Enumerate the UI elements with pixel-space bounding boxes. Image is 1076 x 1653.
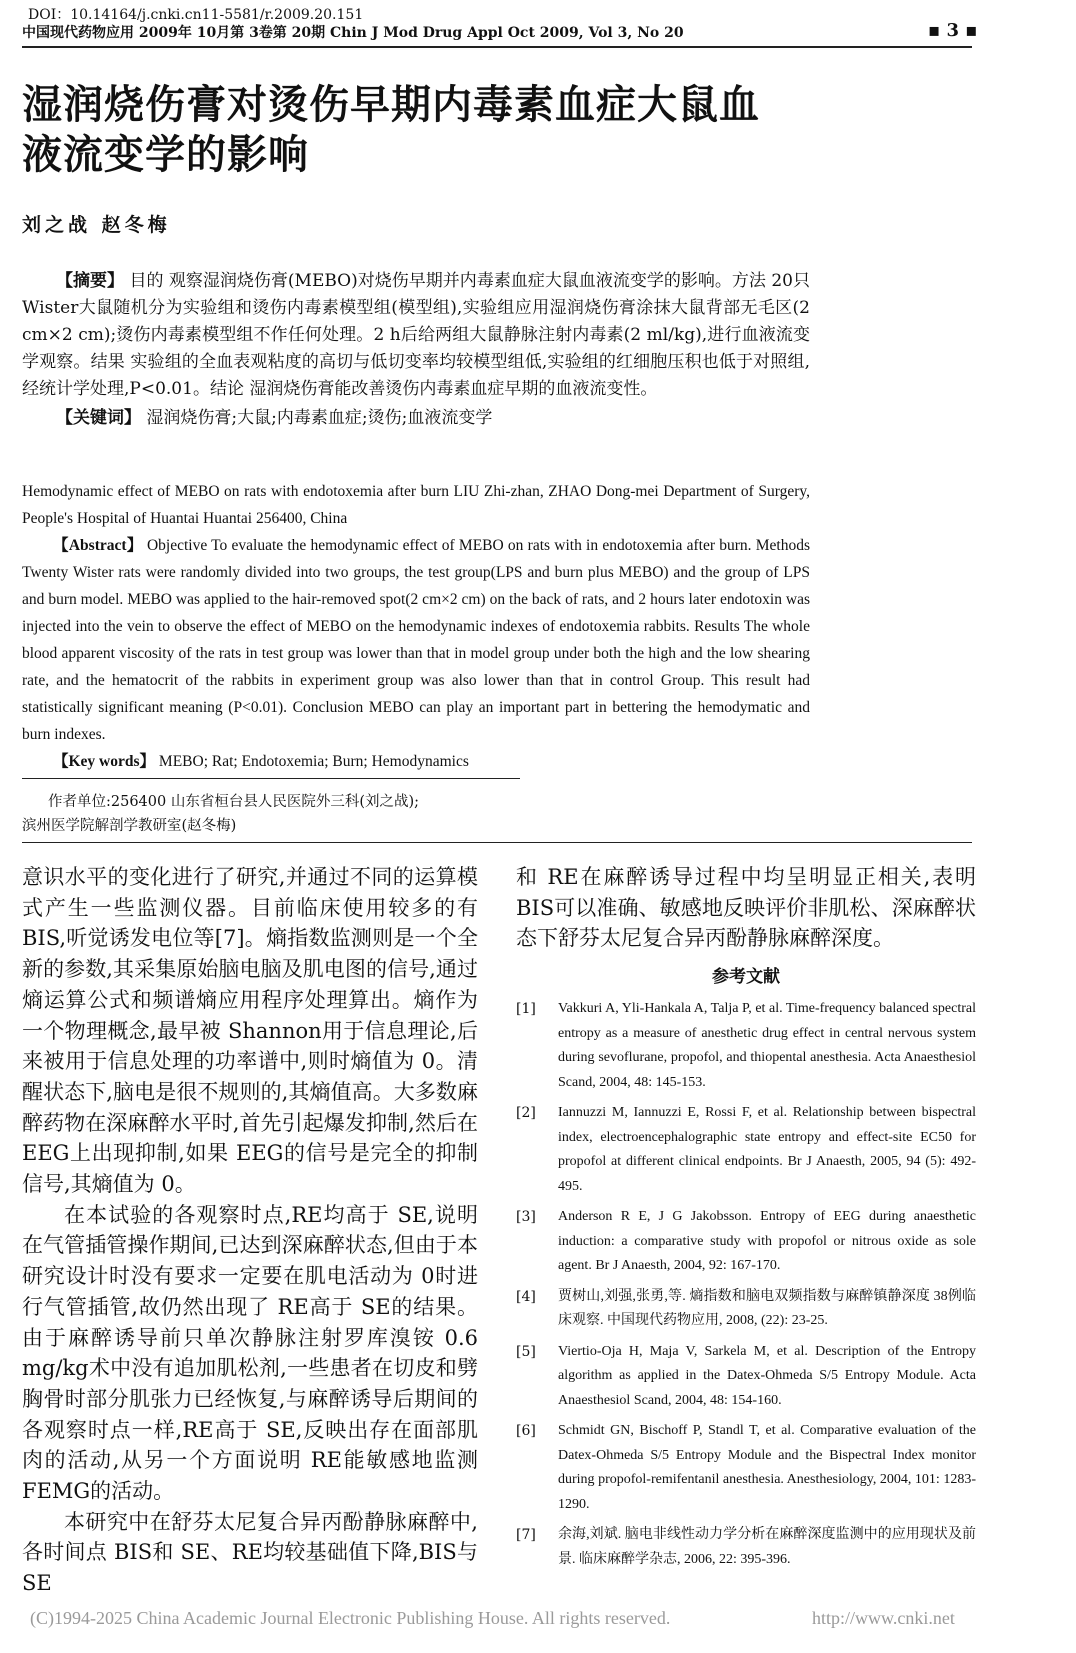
keywords-cn: 湿润烧伤膏;大鼠;内毒素血症;烫伤;血液流变学 [141,408,493,428]
reference-text: 余海,刘斌. 脑电非线性动力学分析在麻醉深度监测中的应用现状及前景. 临床麻醉学杂志, 2006, 22: 395-396. [558,1527,976,1567]
abstract-cn-label: 【摘要】 [56,271,125,291]
page-number: ▪ 3 ▪ [928,20,978,41]
affiliation-line-1: 作者单位:256400 山东省桓台县人民医院外三科(刘之战); [48,794,420,810]
reference-item [516,1205,976,1279]
reference-item [516,1340,976,1414]
abstract-cn [22,268,810,432]
reference-number: [3] [516,1209,536,1226]
reference-item [516,1419,976,1517]
reference-number: [6] [516,1423,536,1440]
reference-number: [7] [516,1527,536,1544]
reference-text: Anderson R E, J G Jakobsson. Entropy of EEG during anaesthetic induction: a comparative study with propofol or nitrous oxide as sole agent. Br J Anaesth, 2004, 92: 167-170. [558,1209,976,1274]
doi-line: DOI：10.14164/j.cnki.cn11-5581/r.2009.20.151 [28,7,364,23]
abstract-cn-text: 目的 观察湿润烧伤膏(MEBO)对烧伤早期并内毒素血症大鼠血液流变学的影响。方法 20只 Wister大鼠随机分为实验组和烫伤内毒素模型组(模型组),实验组应用湿润烧伤膏涂抹大鼠背部无毛区(2 cm×2 cm);烫伤内毒素模型组不作任何处理。2 h后给两组大鼠静脉注射内毒素(2 ml/kg),进行血液流变学观察。结果 实验组的全血表观粘度的高切与低切变率均较模型组低,实验组的红细胞压积也低于对照组,经统计学处理,P<0.01。结论 湿润烧伤膏能改善烫伤内毒素血症早期的血液流变性。 [22,271,810,399]
reference-number: [2] [516,1105,536,1122]
left-paragraph-3: 本研究中在舒芬太尼复合异丙酚静脉麻醉中,各时间点 BIS和 SE、RE均较基础值下降,BIS与 SE [22,1509,478,1596]
title-line-1: 湿润烧伤膏对烫伤早期内毒素血症大鼠血 [22,81,760,128]
authors: 刘之战 赵冬梅 [22,214,171,236]
references-title: 参考文献 [712,967,780,988]
affiliation-rule [22,778,520,779]
references-list [516,997,976,1572]
abstract-en-text: Objective To evaluate the hemodynamic effect of MEBO on rats with in endotoxemia after burn. Methods Twenty Wister rats were randomly divided into two groups, the test group(LPS and burn plus MEBO) and the group of LPS and burn model. MEBO was applied to the hair-removed spot(2 cm×2 cm) on the back of rats, and 2 hours later endotoxin was injected into the vein to observe the effect of MEBO on the hemodynamic indexes of endotoxemia rabbits. Results The whole blood apparent viscosity of the rats in test group was lower than that in model group under both the high and the low shearing rate, and the hematocrit of the rabbits in experiment group was also lower than that in control Group. This result had statistically significant meaning (P<0.01). Conclusion MEBO can play an important part in bettering the hemodymatic and burn indexes. [22,537,810,743]
copyright-notice: (C)1994-2025 China Academic Journal Electronic Publishing House. All rights reserved. [30,1608,671,1628]
abstract-en-label: 【Abstract】 [53,537,143,554]
reference-number: [4] [516,1288,536,1305]
right-column [516,862,976,1578]
reference-item [516,1285,976,1334]
reference-number: [5] [516,1343,536,1360]
reference-text: Schmidt GN, Bischoff P, Standl T, et al. Comparative evaluation of the Datex-Ohmeda S/5 Entropy Module and the Bispectral Index monitor during propofol-remifentanil anesthesia. Anesthesiology, 2004, 101: 1283-1290. [558,1423,976,1512]
reference-item [516,997,976,1095]
cnki-url: http://www.cnki.net [812,1608,955,1628]
reference-number: [1] [516,1001,536,1018]
reference-item [516,1523,976,1572]
abstract-en [22,478,810,775]
left-paragraph-2: 在本试验的各观察时点,RE均高于 SE,说明在气管插管操作期间,已达到深麻醉状态,但由于本研究设计时没有要求一定要在肌电活动为 0时进行气管插管,故仍然出现了 RE高于 SE的结果。由于麻醉诱导前只单次静脉注射罗库溴铵 0.6 mg/kg术中没有追加肌松剂,一些患者在切皮和劈胸骨时部分肌张力已经恢复,与麻醉诱导后期间的各观察时点一样,RE高于 SE,反映出存在面部肌肉的活动,从另一个方面说明 RE能敏感地监测 FEMG的活动。 [22,1202,478,1504]
reference-text: 贾树山,刘强,张勇,等. 熵指数和脑电双频指数与麻醉镇静深度 38例临床观察. 中国现代药物应用, 2008, (22): 23-25. [558,1288,976,1329]
title-line-2: 液流变学的影响 [22,131,309,178]
keywords-en: MEBO; Rat; Endotoxemia; Burn; Hemodynamics [155,753,469,770]
reference-text: Viertio-Oja H, Maja V, Sarkela M, et al. Description of the Entropy algorithm as applied in the Datex-Ohmeda S/5 Entropy Module. Acta Anaesthesiol Scand, 2004, 48: 154-160. [558,1343,976,1408]
abstract-en-title: Hemodynamic effect of MEBO on rats with endotoxemia after burn LIU Zhi-zhan, ZHAO Dong-mei Department of Surgery, People's Hospital of Huantai Huantai 256400, China [22,483,810,527]
reference-text: Vakkuri A, Yli-Hankala A, Talja P, et al. Time-frequency balanced spectral entropy as a measure of anesthetic drug effect in central nervous system during sevoflurane, propofol, and thiopental anesthesia. Acta Anaesthesiol Scand, 2004, 48: 145-153. [558,1001,976,1090]
keywords-cn-label: 【关键词】 [56,408,141,428]
reference-item [516,1101,976,1199]
journal-line: 中国现代药物应用 2009年 10月第 3卷第 20期 Chin J Mod Drug Appl Oct 2009, Vol 3, No 20 [22,25,684,41]
right-paragraph-1: 和 RE在麻醉诱导过程中均呈明显正相关,表明 BIS可以准确、敏感地反映评价非肌松、深麻醉状态下舒芬太尼复合异丙酚静脉麻醉深度。 [516,865,976,951]
keywords-en-label: 【Key words】 [53,753,156,770]
left-paragraph-1: 意识水平的变化进行了研究,并通过不同的运算模式产生一些监测仪器。目前临床使用较多的有BIS,听觉诱发电位等[7]。熵指数监测则是一个全新的参数,其采集原始脑电脑及肌电图的信号,通过熵运算公式和频谱熵应用程序处理算出。熵作为一个物理概念,最早被 Shannon用于信息理论,后来被用于信息处理的功率谱中,则时熵值为 0。清醒状态下,脑电是很不规则的,其熵值高。大多数麻醉药物在深麻醉水平时,首先引起爆发抑制,然后在 EEG上出现抑制,如果 EEG的信号是完全的抑制信号,其熵值为 0。 [22,865,478,1197]
body-rule [22,842,972,843]
left-column [22,862,478,1599]
header-rule [22,46,972,48]
reference-text: Iannuzzi M, Iannuzzi E, Rossi F, et al. Relationship between bispectral index, electroencephalographic state entropy and effect-site EC50 for propofol at different clinical endpoints. Br J Anaesth, 2005, 94 (5): 492-495. [558,1105,976,1194]
affiliation-line-2: 滨州医学院解剖学教研室(赵冬梅) [22,818,237,834]
